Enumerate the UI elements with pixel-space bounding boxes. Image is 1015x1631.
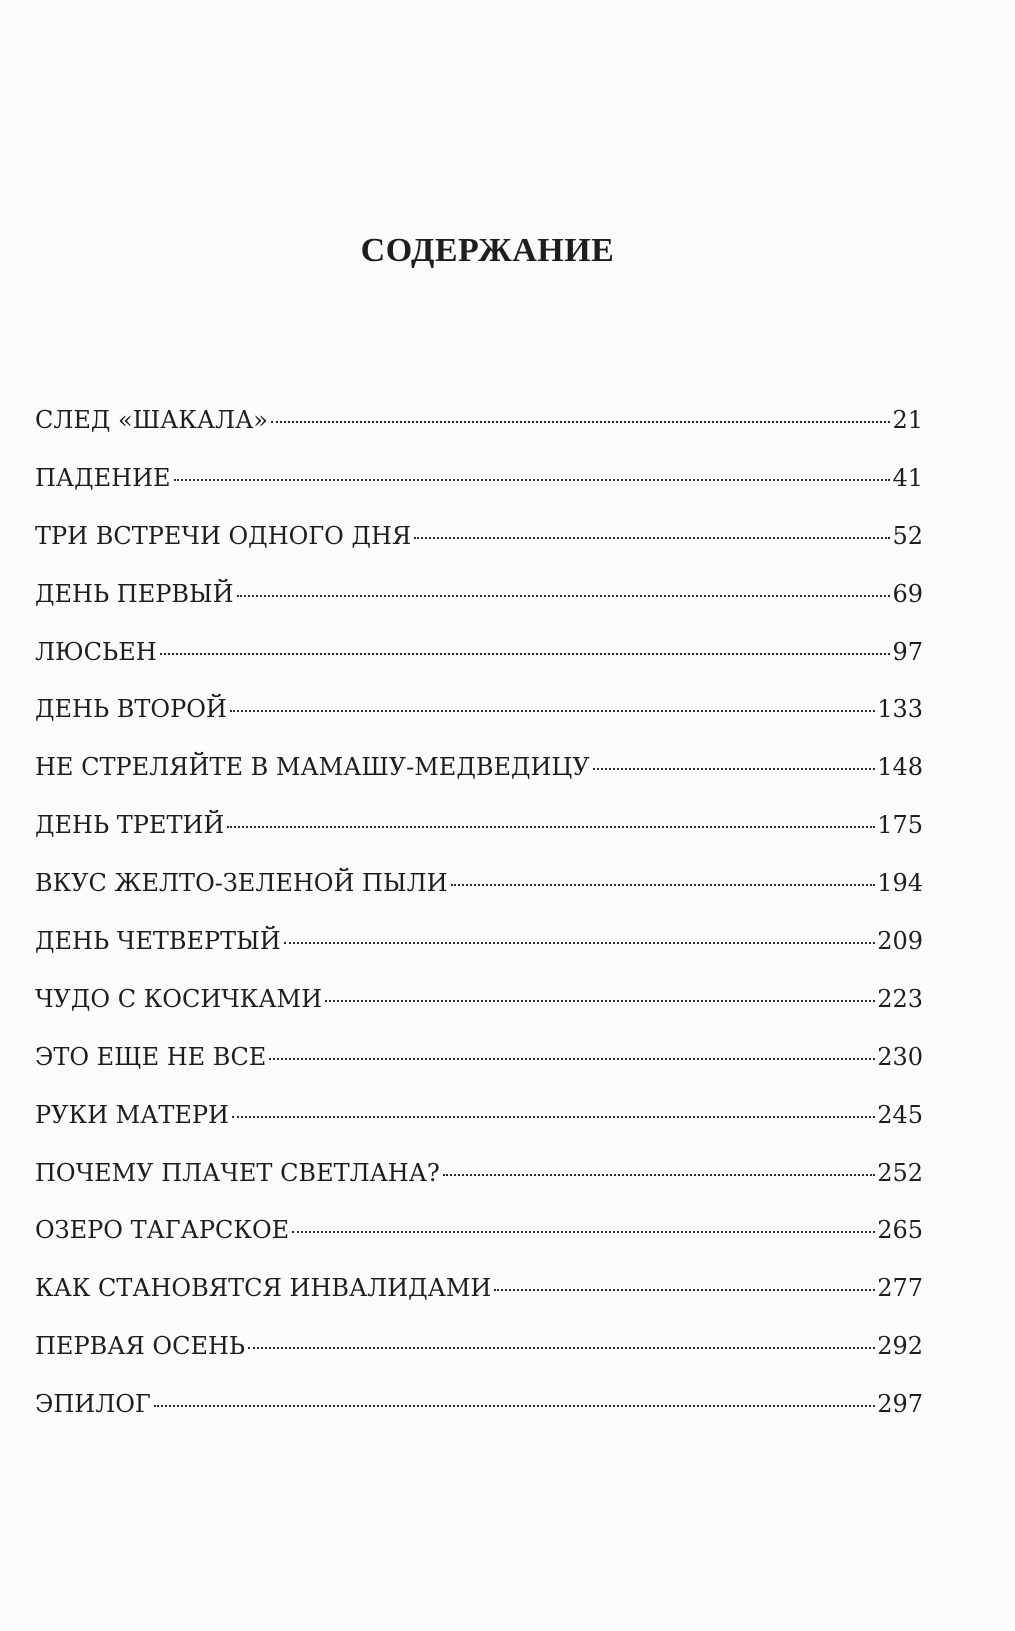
- dot-leader: [230, 710, 875, 712]
- toc-entry: [35, 1041, 923, 1099]
- toc-entry-page: 245: [877, 1100, 923, 1129]
- toc-entry: [35, 1214, 923, 1272]
- toc-entry: [35, 1388, 923, 1446]
- toc-entry-title: ДЕНЬ ПЕРВЫЙ: [35, 579, 234, 608]
- toc-entry: [35, 693, 923, 751]
- toc-entry-title: ВКУС ЖЕЛТО-ЗЕЛЕНОЙ ПЫЛИ: [35, 869, 448, 898]
- toc-entry-title: НЕ СТРЕЛЯЙТЕ В МАМАШУ-МЕДВЕДИЦУ: [35, 753, 590, 782]
- dot-leader: [443, 1174, 875, 1176]
- dot-leader: [414, 537, 890, 539]
- toc-entry-title: ЭТО ЕЩЕ НЕ ВСЕ: [35, 1042, 267, 1071]
- toc-entry-title: ЧУДО С КОСИЧКАМИ: [35, 984, 323, 1013]
- dot-leader: [227, 826, 875, 828]
- toc-entry-title: ДЕНЬ ЧЕТВЕРТЫЙ: [35, 927, 281, 956]
- toc-entry: [35, 404, 923, 462]
- dot-leader: [494, 1289, 875, 1291]
- toc-entry-page: 277: [877, 1274, 923, 1303]
- toc-entry: [35, 809, 923, 867]
- toc-entry: [35, 983, 923, 1041]
- dot-leader: [325, 1000, 875, 1002]
- toc-entry: [35, 520, 923, 578]
- toc-entry-title: ПОЧЕМУ ПЛАЧЕТ СВЕТЛАНА?: [35, 1158, 440, 1187]
- toc-entry-page: 41: [892, 463, 923, 492]
- toc-entry: [35, 1099, 923, 1157]
- toc-entry-title: ЛЮСЬЕН: [35, 637, 157, 666]
- toc-entry-title: ПЕРВАЯ ОСЕНЬ: [35, 1332, 246, 1361]
- toc-entry-page: 69: [892, 579, 923, 608]
- toc-entry-page: 175: [877, 811, 923, 840]
- toc-entry-page: 223: [877, 984, 923, 1013]
- dot-leader: [232, 1116, 875, 1118]
- dot-leader: [248, 1347, 875, 1349]
- toc-entry-title: КАК СТАНОВЯТСЯ ИНВАЛИДАМИ: [35, 1274, 492, 1303]
- toc-entry-page: 21: [892, 406, 923, 434]
- toc-entry-page: 292: [877, 1332, 923, 1361]
- toc-entry: [35, 1330, 923, 1388]
- dot-leader: [174, 479, 891, 481]
- dot-leader: [154, 1405, 875, 1407]
- toc-entry-page: 52: [892, 521, 923, 550]
- toc-entry-title: РУКИ МАТЕРИ: [35, 1100, 229, 1129]
- toc-entry-title: ДЕНЬ ВТОРОЙ: [35, 695, 227, 724]
- toc-entry-title: ЭПИЛОГ: [35, 1390, 151, 1419]
- dot-leader: [292, 1231, 875, 1233]
- toc-entry-page: 265: [877, 1216, 923, 1245]
- dot-leader: [160, 653, 891, 655]
- toc-entry-title: ПАДЕНИЕ: [35, 463, 171, 492]
- toc-entry-title: СЛЕД «ШАКАЛА»: [35, 406, 268, 434]
- toc-entry: [35, 1157, 923, 1215]
- toc-entry: [35, 636, 923, 694]
- dot-leader: [284, 942, 875, 944]
- dot-leader: [237, 595, 891, 597]
- dot-leader: [593, 768, 875, 770]
- toc-entry: [35, 867, 923, 925]
- toc-entry: [35, 1272, 923, 1330]
- table-of-contents: [35, 404, 923, 1446]
- toc-entry: [35, 751, 923, 809]
- dot-leader: [271, 421, 891, 423]
- toc-entry-title: ТРИ ВСТРЕЧИ ОДНОГО ДНЯ: [35, 521, 412, 550]
- toc-entry-page: 230: [877, 1042, 923, 1071]
- toc-entry: [35, 925, 923, 983]
- toc-entry-page: 194: [877, 869, 923, 898]
- dot-leader: [269, 1058, 875, 1060]
- toc-entry-page: 297: [877, 1390, 923, 1419]
- toc-entry: [35, 578, 923, 636]
- toc-entry-title: ДЕНЬ ТРЕТИЙ: [35, 811, 225, 840]
- toc-entry-page: 97: [892, 637, 923, 666]
- dot-leader: [451, 884, 876, 886]
- toc-entry-page: 209: [877, 927, 923, 956]
- toc-entry: [35, 462, 923, 520]
- page-title: СОДЕРЖАНИЕ: [360, 232, 615, 269]
- toc-entry-title: ОЗЕРО ТАГАРСКОЕ: [35, 1216, 290, 1245]
- toc-entry-page: 252: [877, 1158, 923, 1187]
- toc-entry-page: 148: [877, 753, 923, 782]
- toc-entry-page: 133: [877, 695, 923, 724]
